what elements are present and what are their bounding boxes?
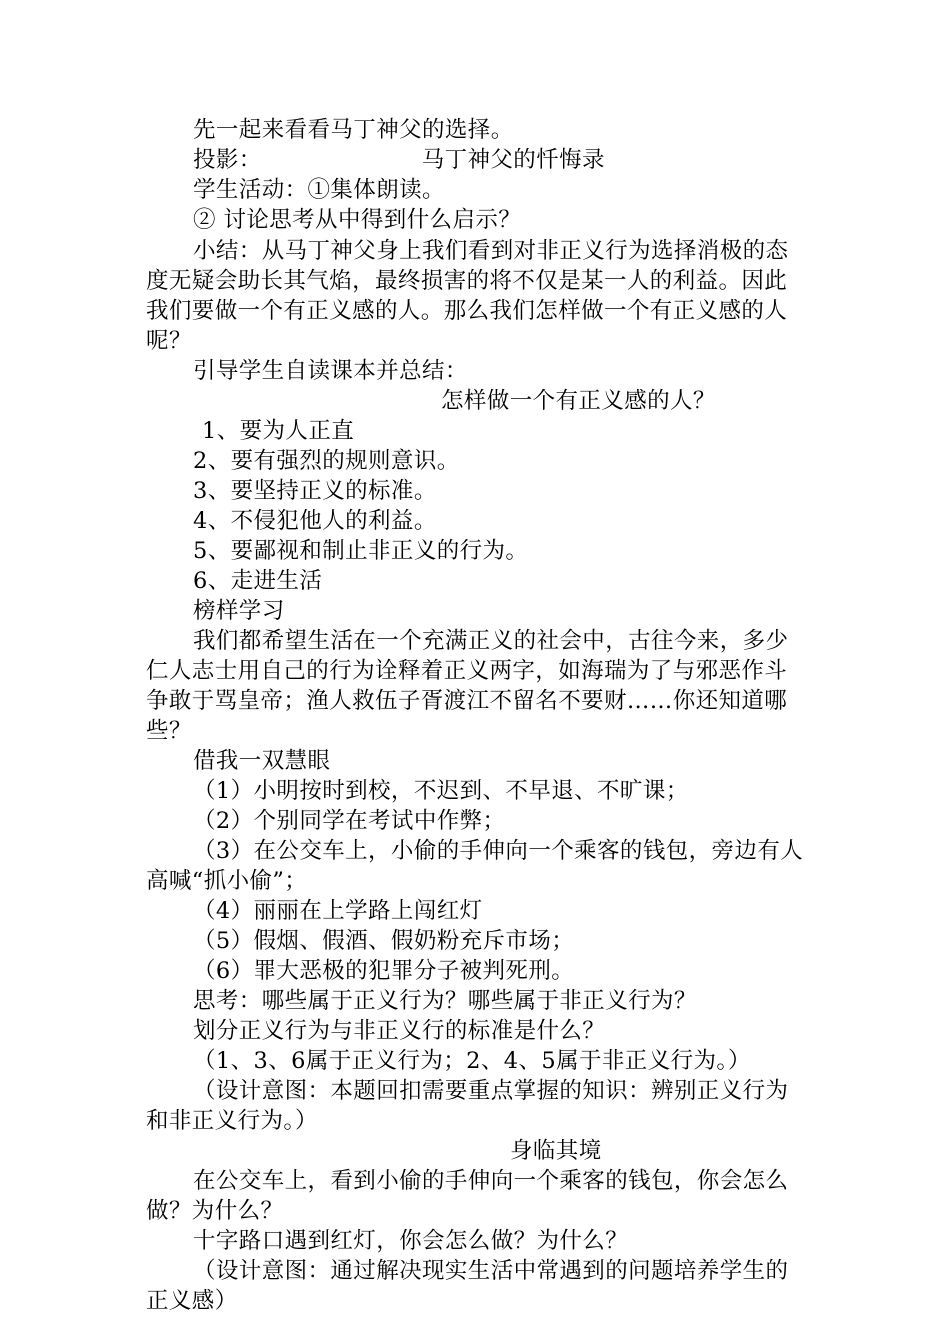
text-line: 仁人志士用自己的行为诠释着正义两字，如海瑞为了与邪恶作斗 (146, 658, 788, 684)
list-item: （1）小明按时到校，不迟到、不早退、不旷课； (193, 778, 689, 804)
list-item: 6、走进生活 (193, 568, 323, 594)
list-item: 2、要有强烈的规则意识。 (193, 448, 460, 474)
text-line: （1、3、6属于正义行为；2、4、5属于非正义行为。） (193, 1048, 751, 1074)
text-line: ② 讨论思考从中得到什么启示？ (193, 207, 522, 233)
section-heading: 怎样做一个有正义感的人？ (441, 388, 716, 414)
text-line: 小结：从马丁神父身上我们看到对非正义行为选择消极的态 (193, 238, 789, 264)
list-item: （2）个别同学在考试中作弊； (193, 808, 506, 834)
text-line: （设计意图：本题回扣需要重点掌握的知识：辨别正义行为 (193, 1078, 789, 1104)
text-line: 度无疑会助长其气焰，最终损害的将不仅是某一人的利益。因此 (146, 268, 788, 294)
list-item: （6）罪大恶极的犯罪分子被判死刑。 (193, 958, 575, 984)
text-line: 学生活动：①集体朗读。 (193, 177, 445, 203)
text-line: 在公交车上，看到小偷的手伸向一个乘客的钱包，你会怎么 (193, 1168, 789, 1194)
text-line: 和非正义行为。） (146, 1108, 318, 1134)
text-line: 呢？ (146, 328, 192, 354)
section-heading: 身临其境 (510, 1138, 602, 1164)
text-line: 思考：哪些属于正义行为？哪些属于非正义行为？ (193, 988, 697, 1014)
text-line: 我们要做一个有正义感的人。那么我们怎样做一个有正义感的人 (146, 298, 788, 324)
text-line (0, 145, 950, 175)
list-item: 4、不侵犯他人的利益。 (193, 508, 437, 534)
list-item: 1、要为人正直 (202, 418, 355, 444)
text-line: 正义感） (146, 1288, 238, 1314)
text-line: （设计意图：通过解决现实生活中常遇到的问题培养学生的 (193, 1258, 789, 1284)
list-item: 5、要鄙视和制止非正义的行为。 (193, 538, 529, 564)
text-line: 做？为什么？ (146, 1198, 284, 1224)
text-line: 榜样学习 (193, 598, 285, 624)
text-line: 借我一双慧眼 (193, 748, 331, 774)
text-line: 高喊“抓小偷”； (146, 868, 308, 894)
text-line: 引导学生自读课本并总结： (193, 358, 468, 384)
label-projection: 投影： (193, 147, 262, 173)
list-item: 3、要坚持正义的标准。 (193, 478, 437, 504)
text-line: 划分正义行为与非正义行的标准是什么？ (193, 1018, 606, 1044)
text-line: 我们都希望生活在一个充满正义的社会中，古往今来，多少 (193, 628, 789, 654)
text-line: 十字路口遇到红灯，你会怎么做？为什么？ (193, 1228, 629, 1254)
list-item: （3）在公交车上，小偷的手伸向一个乘客的钱包，旁边有人 (193, 838, 804, 864)
projection-title: 马丁神父的忏悔录 (421, 147, 605, 173)
list-item: （5）假烟、假酒、假奶粉充斥市场； (193, 928, 575, 954)
list-item: （4）丽丽在上学路上闯红灯 (193, 898, 483, 924)
text-line: 争敢于骂皇帝；渔人救伍子胥渡江不留名不要财……你还知道哪 (146, 688, 788, 714)
text-line: 些？ (146, 718, 192, 744)
text-line: 先一起来看看马丁神父的选择。 (193, 117, 514, 143)
